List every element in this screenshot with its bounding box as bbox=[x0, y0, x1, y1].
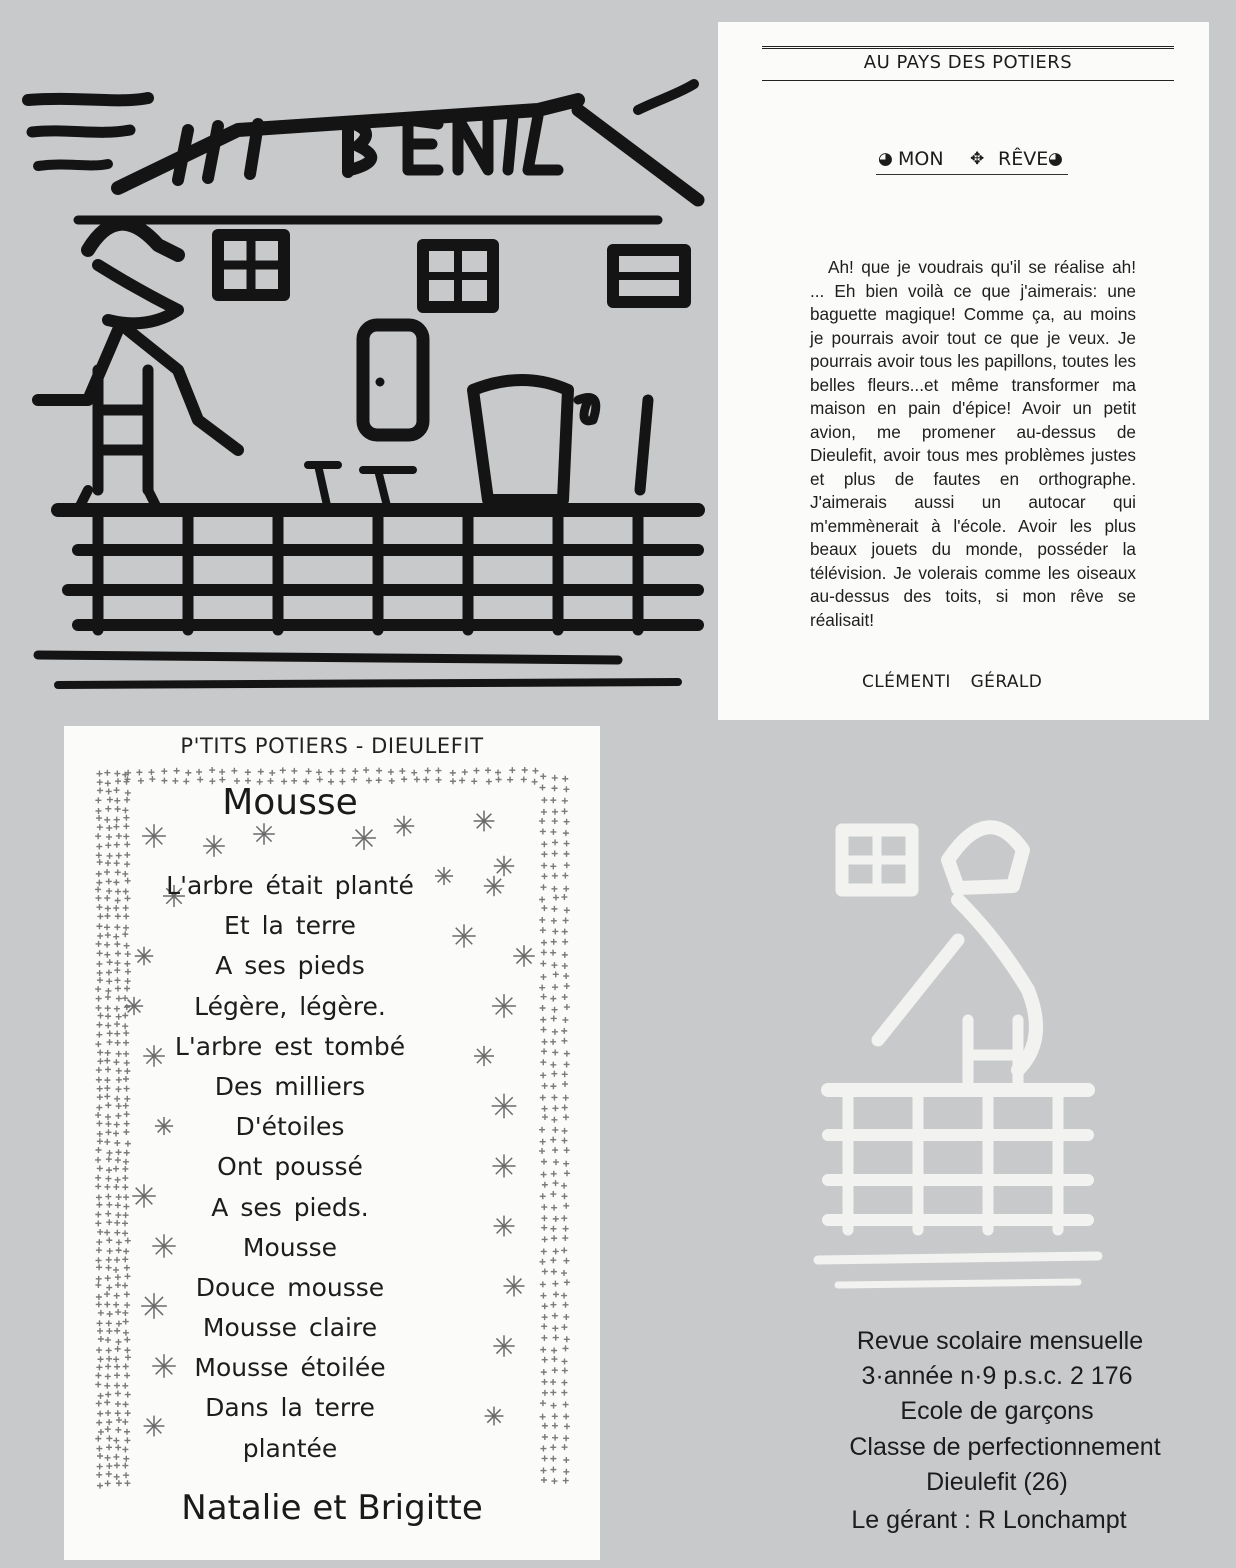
colophon-line-2: 3·année n·9 p.s.c. 2 176 bbox=[861, 1362, 1133, 1391]
poem-line: Mousse bbox=[242, 1232, 338, 1262]
poem-line: Et la terre bbox=[224, 911, 356, 941]
poem-line: Mousse étoilée bbox=[194, 1353, 386, 1383]
colophon-line-1: Revue scolaire mensuelle bbox=[856, 1327, 1144, 1355]
story-card bbox=[718, 22, 1209, 720]
colophon-line-5: Dieulefit (26) bbox=[926, 1467, 1068, 1496]
poem-signature: Natalie et Brigitte bbox=[181, 1488, 483, 1528]
poem-card bbox=[64, 726, 600, 1560]
poem-line: Douce mousse bbox=[195, 1272, 385, 1302]
poem-line: Des milliers bbox=[214, 1071, 366, 1101]
story-author: CLÉMENTI GÉRALD bbox=[862, 672, 1043, 692]
colophon-line-6: Le gérant : R Lonchampt bbox=[851, 1506, 1127, 1535]
star-ornament-icon: ✥ bbox=[970, 149, 985, 169]
colophon bbox=[790, 1324, 1210, 1538]
poem-line: Dans la terre bbox=[205, 1393, 375, 1423]
series-title: AU PAYS DES POTIERS bbox=[863, 52, 1073, 73]
poem-line: A ses pieds. bbox=[211, 1192, 369, 1222]
poem-header: P'TITS POTIERS - DIEULEFIT bbox=[180, 734, 484, 758]
poem-line: Mousse claire bbox=[202, 1313, 378, 1343]
poem-line: plantée bbox=[242, 1433, 338, 1463]
poem-line: L'arbre était planté bbox=[166, 871, 414, 900]
header-double-rule bbox=[762, 46, 1174, 49]
poem-line: L'arbre est tombé bbox=[174, 1031, 406, 1061]
story-title-word-1: MON bbox=[898, 148, 944, 170]
moon-ornament-icon: ◕ bbox=[1048, 149, 1063, 169]
poem-line: D'étoiles bbox=[235, 1112, 345, 1142]
story-text: Ah! que je voudrais qu'il se réalise ah! ... Eh bien voilà ce que j'aimerais: une baguette magique! Comme ça, au moins je pourrais avoir tout ce que je veux. Je pourrais avoir tous les papillons, toutes les belles fleurs...et même transformer ma maison en pain d'épice! Avoir un petit avion, me promener au-dessus de Dieulefit, avoir tous mes problèmes justes et plus de fautes en orthographe. J'aimerais aussi un autocar qui m'emmènerait à l'école. Avoir les plus beaux jouets du monde, posséder la télévision. Je volerais comme les oiseaux au-dessus des toits, si mon rêve se réalisait! bbox=[810, 257, 1136, 630]
colophon-line-3: Ecole de garçons bbox=[900, 1397, 1094, 1426]
story-title-word-2: RÊVE bbox=[998, 148, 1049, 170]
moon-ornament-icon: ◕ bbox=[878, 149, 893, 169]
header-rule bbox=[762, 80, 1174, 81]
house-linocut-illustration bbox=[18, 70, 708, 700]
poem-title: Mousse bbox=[222, 782, 358, 823]
story-title bbox=[876, 146, 1068, 175]
colophon-line-4: Classe de perfectionnement bbox=[849, 1432, 1161, 1461]
poem-line: Légère, légère. bbox=[194, 991, 386, 1021]
stencil-figure-illustration bbox=[808, 790, 1108, 1300]
poem-lines bbox=[132, 866, 448, 1469]
poem-line: A ses pieds bbox=[215, 951, 365, 981]
poem-line: Ont poussé bbox=[217, 1152, 363, 1182]
